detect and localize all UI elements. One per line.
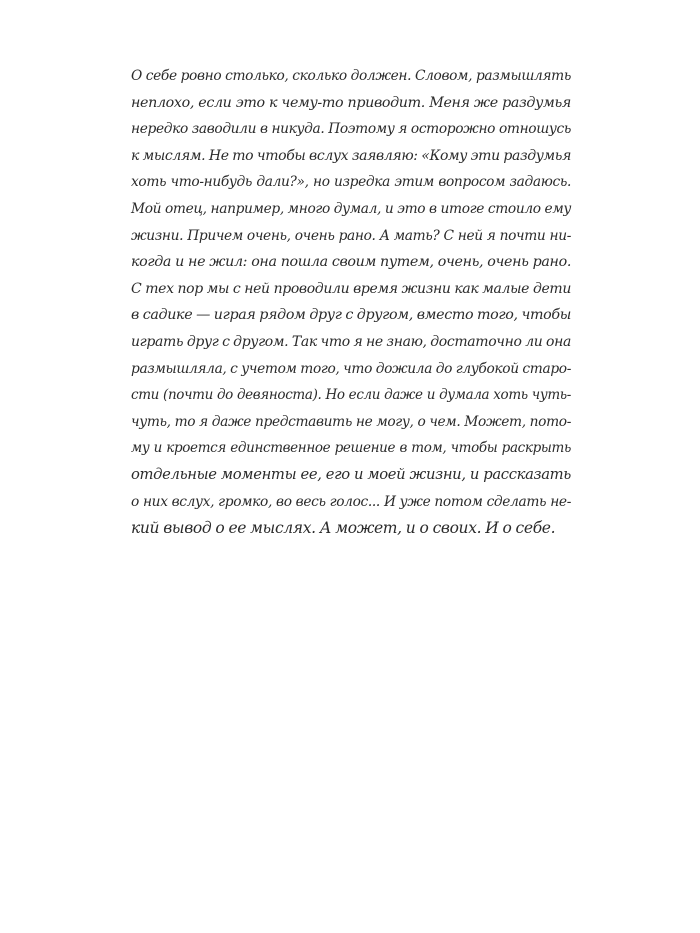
paragraph-line-2: неплохо, если это к чему-то приводит. Меня же раздумья [131, 94, 571, 111]
paragraph-line-15: му и кроется единственное решение в том, чтобы раскрыть [131, 440, 571, 457]
paragraph-line-6: Мой отец, например, много думал, и это в итоге стоило ему [131, 200, 571, 217]
paragraph-line-1: О себе ровно столько, сколько должен. Словом, размышлять [131, 68, 571, 84]
paragraph-line-13: сти (почти до девяноста). Но если даже и думала хоть чуть- [131, 387, 571, 404]
paragraph-line-14: чуть, то я даже представить не могу, о чем. Может, пото- [131, 413, 571, 430]
paragraph-line-8: когда и не жил: она пошла своим путем, очень, очень рано. [131, 254, 571, 271]
paragraph-line-12: размышляла, с учетом того, что дожила до глубокой старо- [131, 360, 571, 377]
paragraph-line-3: нередко заводили в никуда. Поэтому я осторожно отношусь [131, 121, 571, 138]
paragraph-line-10: в садике — играя рядом друг с другом, вместо того, чтобы [131, 307, 571, 324]
paragraph-line-4: к мыслям. Не то чтобы вслух заявляю: «Кому эти раздумья [131, 147, 571, 164]
paragraph-line-9: С тех пор мы с ней проводили время жизни как малые дети [131, 280, 571, 297]
paragraph-line-16: отдельные моменты ее, его и моей жизни, и рассказать [131, 465, 571, 483]
paragraph-line-17: о них вслух, громко, во весь голос... И уже потом сделать не- [131, 493, 571, 510]
paragraph-line-18: кий вывод о ее мыслях. А может, и о своих. И о себе. [131, 519, 556, 538]
paragraph-line-5: хоть что-нибудь дали?», но изредка этим вопросом задаюсь. [131, 174, 571, 191]
paragraph-line-7: жизни. Причем очень, очень рано. А мать? С ней я почти ни- [131, 227, 571, 244]
paragraph-line-11: играть друг с другом. Так что я не знаю, достаточно ли она [131, 333, 571, 350]
body-paragraph [131, 63, 571, 542]
